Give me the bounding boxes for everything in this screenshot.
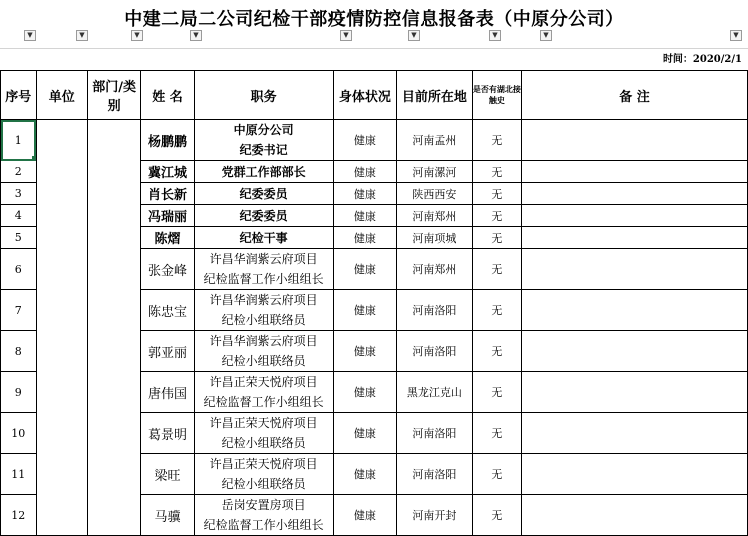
health-cell[interactable]: 健康 [333,290,396,331]
position-cell[interactable] [194,249,333,290]
health-cell[interactable]: 健康 [333,249,396,290]
seq-cell[interactable]: 12 [1,495,37,536]
header-hubei: 是否有湖北接触史 [472,71,521,120]
position-cell[interactable] [194,454,333,495]
hubei-cell[interactable]: 无 [472,205,521,227]
health-cell[interactable]: 健康 [333,413,396,454]
filter-dropdown-name[interactable]: ▼ [190,30,202,41]
position-line2: 纪检小组联络员 [221,313,306,327]
filter-dropdown-position[interactable]: ▼ [340,30,352,41]
location-cell[interactable]: 河南郑州 [397,249,473,290]
remark-cell[interactable] [522,183,748,205]
name-cell[interactable]: 杨鹏鹏 [141,120,194,161]
header-position: 职务 [194,71,333,120]
location-cell[interactable]: 河南洛阳 [397,331,473,372]
gridline [0,48,748,49]
hubei-cell[interactable]: 无 [472,227,521,249]
position-cell[interactable] [194,331,333,372]
name-cell[interactable]: 郭亚丽 [141,331,194,372]
name-cell[interactable]: 葛景明 [141,413,194,454]
header-location: 目前所在地 [397,71,473,120]
remark-cell[interactable] [522,249,748,290]
position-line1: 许昌华润紫云府项目 [209,252,318,266]
hubei-cell[interactable]: 无 [472,120,521,161]
filter-dropdown-unit[interactable]: ▼ [76,30,88,41]
location-cell[interactable]: 黑龙江克山 [397,372,473,413]
seq-cell[interactable]: 9 [1,372,37,413]
header-row [1,71,748,120]
position-cell[interactable] [194,120,333,161]
health-cell[interactable]: 健康 [333,183,396,205]
filter-dropdown-dept[interactable]: ▼ [131,30,143,41]
position-line1: 许昌正荣天悦府项目 [209,457,318,471]
position-cell[interactable]: 党群工作部部长 [194,161,333,183]
seq-text: 1 [14,133,22,147]
seq-cell[interactable]: 11 [1,454,37,495]
position-cell[interactable]: 纪委委员 [194,205,333,227]
hubei-cell[interactable]: 无 [472,331,521,372]
position-line2: 纪检监督工作小组组长 [203,518,324,532]
remark-cell[interactable] [522,413,748,454]
location-cell[interactable]: 河南洛阳 [397,413,473,454]
remark-cell[interactable] [522,290,748,331]
location-cell[interactable]: 河南漯河 [397,161,473,183]
position-cell[interactable] [194,372,333,413]
seq-cell[interactable]: 4 [1,205,37,227]
seq-cell[interactable]: 5 [1,227,37,249]
hubei-cell[interactable]: 无 [472,249,521,290]
unit-cell-merged[interactable] [36,120,87,536]
dept-cell-merged[interactable] [87,120,141,536]
name-cell[interactable]: 陈熠 [141,227,194,249]
header-remark: 备 注 [522,71,748,120]
remark-cell[interactable] [522,454,748,495]
location-cell[interactable]: 陕西西安 [397,183,473,205]
location-cell[interactable]: 河南郑州 [397,205,473,227]
info-table [0,70,748,536]
health-cell[interactable]: 健康 [333,161,396,183]
seq-cell[interactable]: 2 [1,161,37,183]
position-line1: 许昌正荣天悦府项目 [209,375,318,389]
hubei-cell[interactable]: 无 [472,183,521,205]
name-cell[interactable]: 张金峰 [141,249,194,290]
position-cell[interactable] [194,495,333,536]
filter-dropdown-health[interactable]: ▼ [408,30,420,41]
location-cell[interactable]: 河南孟州 [397,120,473,161]
health-cell[interactable]: 健康 [333,372,396,413]
position-line1: 岳岗安置房项目 [221,498,306,512]
fill-handle[interactable] [32,156,37,161]
name-cell[interactable]: 冀江城 [141,161,194,183]
position-line1: 许昌华润紫云府项目 [209,293,318,307]
health-cell[interactable]: 健康 [333,331,396,372]
hubei-cell[interactable]: 无 [472,495,521,536]
position-line2: 纪检监督工作小组组长 [203,272,324,286]
filter-dropdown-hubei[interactable]: ▼ [540,30,552,41]
name-cell[interactable]: 肖长新 [141,183,194,205]
location-cell[interactable]: 河南洛阳 [397,454,473,495]
seq-cell[interactable]: 8 [1,331,37,372]
remark-cell[interactable] [522,120,748,161]
hubei-cell[interactable]: 无 [472,290,521,331]
page-title: 中建二局二公司纪检干部疫情防控信息报备表（中原分公司） [124,9,624,30]
position-cell[interactable]: 纪检干事 [194,227,333,249]
position-cell[interactable]: 纪委委员 [194,183,333,205]
header-unit: 单位 [36,71,87,120]
position-line2: 纪检小组联络员 [221,436,306,450]
hubei-cell[interactable]: 无 [472,454,521,495]
name-cell[interactable]: 冯瑞丽 [141,205,194,227]
filter-dropdown-location[interactable]: ▼ [489,30,501,41]
table-row [1,120,748,161]
name-cell[interactable]: 马骥 [141,495,194,536]
health-cell[interactable]: 健康 [333,227,396,249]
location-cell[interactable]: 河南项城 [397,227,473,249]
name-cell[interactable]: 梁旺 [141,454,194,495]
health-cell[interactable]: 健康 [333,205,396,227]
health-cell[interactable]: 健康 [333,454,396,495]
position-line2: 纪检监督工作小组组长 [203,395,324,409]
header-name: 姓 名 [141,71,194,120]
remark-cell[interactable] [522,331,748,372]
name-cell[interactable]: 唐伟国 [141,372,194,413]
position-line1: 许昌华润紫云府项目 [209,334,318,348]
location-cell[interactable]: 河南开封 [397,495,473,536]
seq-cell[interactable]: 10 [1,413,37,454]
location-cell[interactable]: 河南洛阳 [397,290,473,331]
health-cell[interactable]: 健康 [333,120,396,161]
header-seq: 序号 [1,71,37,120]
seq-cell[interactable]: 6 [1,249,37,290]
position-line2: 纪委书记 [239,143,288,157]
remark-cell[interactable] [522,372,748,413]
seq-cell[interactable] [1,120,37,161]
name-cell[interactable]: 陈忠宝 [141,290,194,331]
filter-dropdown-seq[interactable]: ▼ [24,30,36,41]
filter-row [0,30,748,44]
position-line1: 许昌正荣天悦府项目 [209,416,318,430]
header-health: 身体状况 [333,71,396,120]
seq-cell[interactable]: 7 [1,290,37,331]
hubei-cell[interactable]: 无 [472,413,521,454]
position-cell[interactable] [194,290,333,331]
position-line2: 纪检小组联络员 [221,354,306,368]
header-dept: 部门/类别 [87,71,141,120]
remark-cell[interactable] [522,161,748,183]
remark-cell[interactable] [522,495,748,536]
health-cell[interactable]: 健康 [333,495,396,536]
time-label: 时间：2020/2/1 [662,54,742,65]
seq-cell[interactable]: 3 [1,183,37,205]
position-line2: 纪检小组联络员 [221,477,306,491]
position-line1: 中原分公司 [233,123,294,137]
remark-cell[interactable] [522,227,748,249]
hubei-cell[interactable]: 无 [472,372,521,413]
filter-dropdown-remark[interactable]: ▼ [730,30,742,41]
remark-cell[interactable] [522,205,748,227]
position-cell[interactable] [194,413,333,454]
hubei-cell[interactable]: 无 [472,161,521,183]
